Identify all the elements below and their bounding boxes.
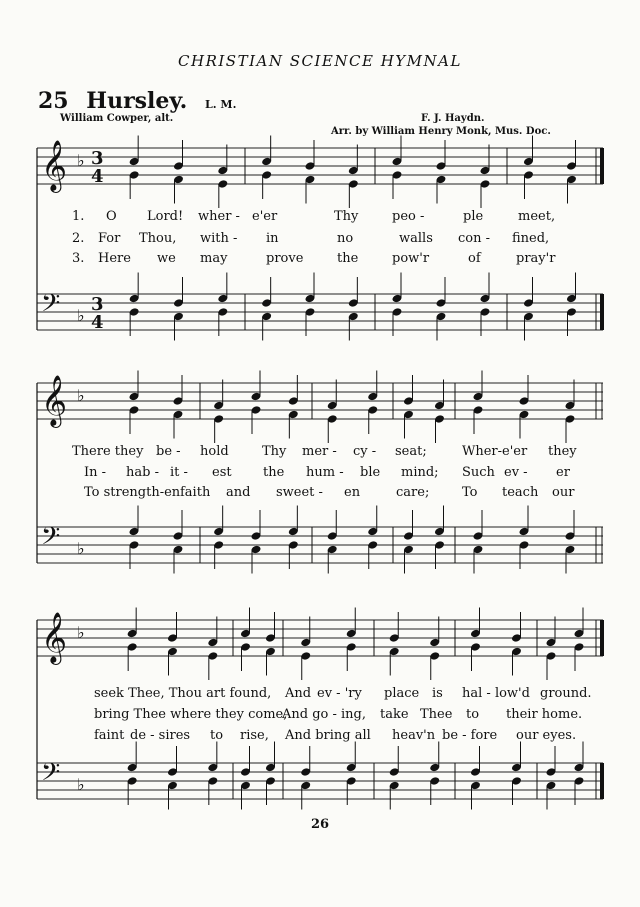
running-header: CHRISTIAN SCIENCE HYMNAL (178, 52, 462, 70)
lyric-syllable: of (468, 251, 481, 266)
lyric-syllable: fined, (512, 231, 550, 246)
lyric-syllable: To strength-en (84, 485, 181, 500)
page-number: 26 (310, 817, 330, 832)
lyric-syllable: prove (266, 251, 304, 266)
lyric-syllable: mer - (302, 444, 337, 459)
lyric-syllable: it - (170, 465, 188, 480)
lyric-syllable: the (263, 465, 285, 480)
lyric-syllable: hold (200, 444, 229, 459)
tune-name: Hursley. (86, 88, 188, 114)
lyric-syllable: with - (200, 231, 238, 246)
lyric-syllable: And (285, 686, 312, 701)
verse-number: 2. (72, 231, 85, 246)
composer-credit: F. J. Haydn. (421, 113, 485, 124)
flat-key-signature: ♭ (77, 623, 85, 642)
lyric-syllable: and (226, 485, 251, 500)
meter: L. M. (205, 98, 237, 111)
lyric-syllable: e'er (252, 209, 278, 224)
lyric-syllable: peo - (392, 209, 425, 224)
lyric-syllable: er (556, 465, 570, 480)
lyric-syllable: no (337, 231, 354, 246)
lyric-syllable: faint (94, 728, 125, 743)
time-signature: 4 (91, 166, 104, 187)
lyric-syllable: to (210, 728, 224, 743)
lyric-syllable: be - (156, 444, 181, 459)
time-signature: 4 (91, 312, 104, 333)
lyric-syllable: sweet - (276, 485, 323, 500)
lyric-syllable: Thy (334, 209, 359, 224)
lyric-syllable: in (266, 231, 279, 246)
lyric-syllable: to (466, 707, 480, 722)
time-signature: 3 (91, 294, 104, 315)
lyric-syllable: our eyes. (516, 728, 577, 743)
lyric-syllable: Such (462, 465, 495, 480)
lyric-syllable: rise, (240, 728, 269, 743)
time-signature: 3 (91, 148, 104, 169)
lyric-syllable: seek Thee, Thou art found, (94, 686, 272, 701)
lyric-syllable: con - (458, 231, 491, 246)
lyric-syllable: ground. (540, 686, 592, 701)
lyric-syllable: teach (502, 485, 539, 500)
words-credit: William Cowper, alt. (60, 113, 174, 124)
lyric-syllable: care; (396, 485, 430, 500)
lyric-syllable: And bring all (285, 728, 371, 743)
lyric-syllable: Lord! (147, 209, 184, 224)
lyric-syllable: Wher-e'er (462, 444, 528, 459)
lyric-syllable: our (552, 485, 575, 500)
flat-key-signature: ♭ (77, 306, 85, 325)
lyric-syllable: be - fore (442, 728, 498, 743)
lyric-syllable: place (384, 686, 420, 701)
lyric-syllable: Thy (262, 444, 287, 459)
lyric-syllable: For (98, 231, 121, 246)
lyric-syllable: meet, (518, 209, 556, 224)
lyric-syllable: en (344, 485, 361, 500)
treble-clef: 𝄞 (41, 140, 68, 191)
lyric-syllable: faith (180, 485, 211, 500)
flat-key-signature: ♭ (77, 539, 85, 558)
lyric-syllable: is (432, 686, 443, 701)
treble-clef: 𝄞 (41, 375, 68, 426)
verse-number: 1. (72, 209, 85, 224)
lyric-syllable: There they (72, 444, 144, 459)
lyric-syllable: may (200, 251, 228, 266)
flat-key-signature: ♭ (77, 775, 85, 794)
lyric-syllable: ev - 'ry (317, 686, 362, 701)
lyric-syllable: est (212, 465, 232, 480)
lyric-syllable: ple (463, 209, 484, 224)
flat-key-signature: ♭ (77, 386, 85, 405)
lyric-syllable: hum - (306, 465, 344, 480)
lyric-syllable: In - (84, 465, 107, 480)
lyric-syllable: hal - low'd (462, 686, 530, 701)
lyric-syllable: their home. (506, 707, 583, 722)
lyric-syllable: bring Thee where they come, (94, 707, 288, 722)
lyric-syllable: pow'r (392, 251, 430, 266)
hymn-number: 25 (38, 88, 69, 114)
lyric-syllable: Thee (420, 707, 453, 722)
arranger-credit: Arr. by William Henry Monk, Mus. Doc. (331, 126, 551, 137)
bass-clef: 𝄢 (41, 289, 61, 324)
lyric-syllable: Thou, (139, 231, 177, 246)
lyric-syllable: heav'n (392, 728, 436, 743)
lyric-syllable: Here (98, 251, 131, 266)
lyric-syllable: O (106, 209, 117, 224)
lyric-syllable: seat; (395, 444, 427, 459)
lyric-syllable: they (548, 444, 577, 459)
lyric-syllable: ev - (504, 465, 528, 480)
flat-key-signature: ♭ (77, 151, 85, 170)
lyric-syllable: cy - (353, 444, 377, 459)
lyric-syllable: pray'r (516, 251, 556, 266)
bass-clef: 𝄢 (41, 522, 61, 557)
bass-clef: 𝄢 (41, 758, 61, 793)
lyric-syllable: wher - (198, 209, 240, 224)
lyric-syllable: ble (360, 465, 381, 480)
lyric-syllable: take (380, 707, 409, 722)
lyric-syllable: hab - (126, 465, 159, 480)
treble-clef: 𝄞 (41, 612, 68, 663)
lyric-syllable: we (157, 251, 176, 266)
lyric-syllable: mind; (401, 465, 439, 480)
lyric-syllable: To (462, 485, 478, 500)
lyric-syllable: And go - ing, (282, 707, 367, 722)
lyric-syllable: the (337, 251, 359, 266)
lyric-syllable: walls (399, 231, 433, 246)
verse-number: 3. (72, 251, 85, 266)
lyric-syllable: de - sires (130, 728, 191, 743)
